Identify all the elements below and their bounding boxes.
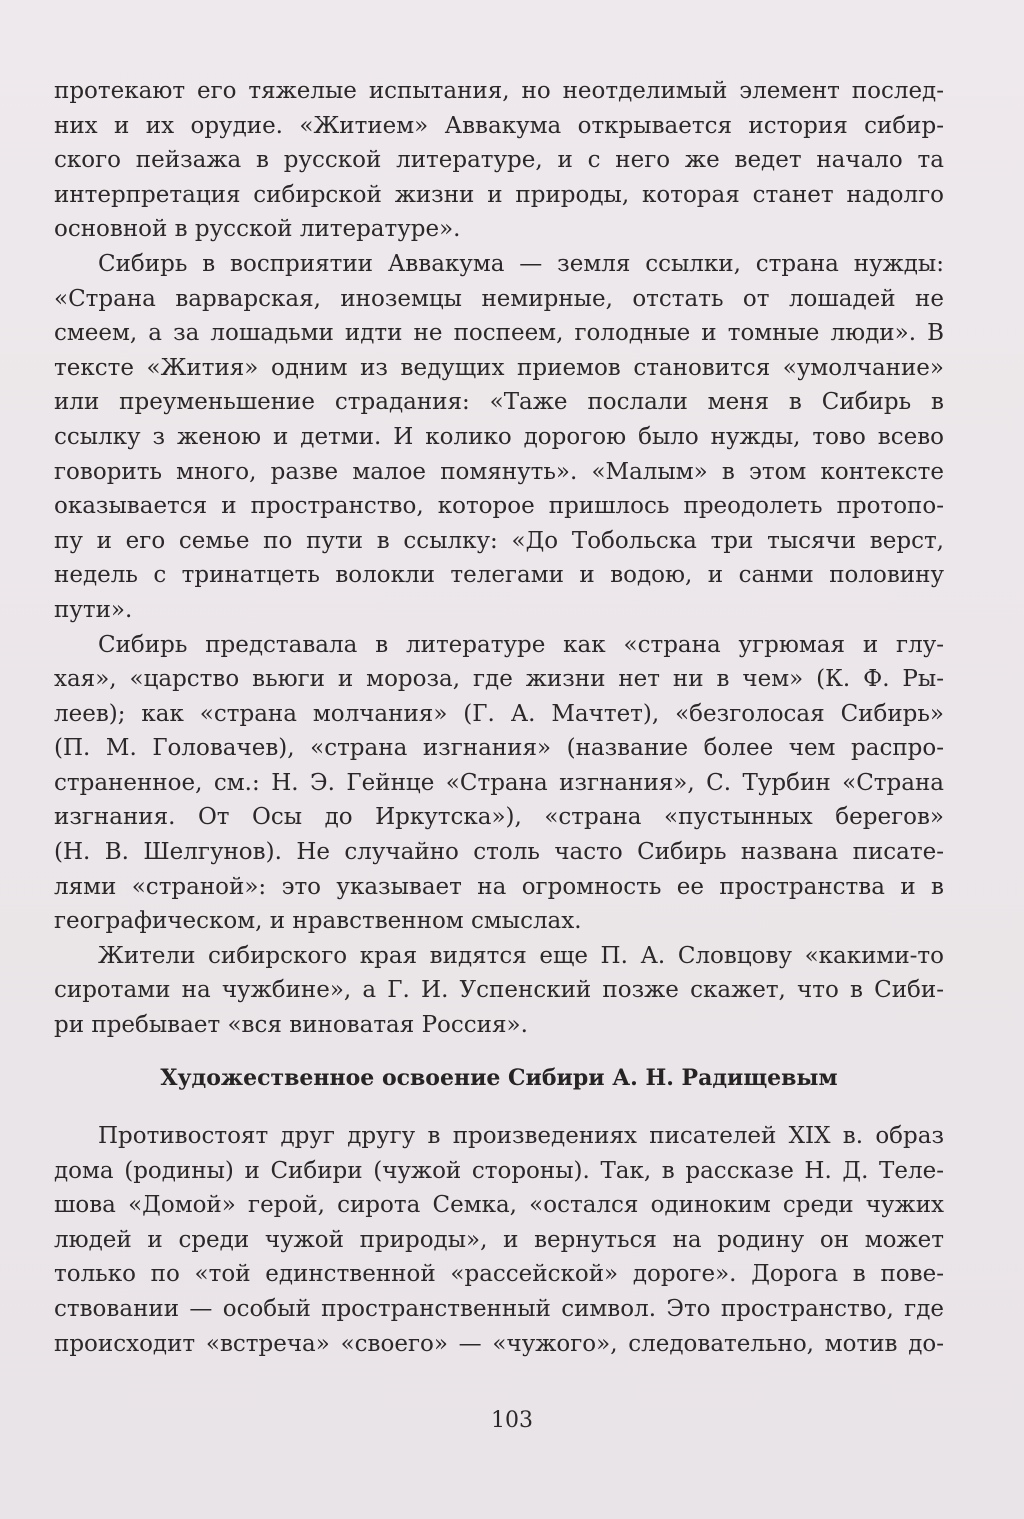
text-line: только по «той единственной «рассейской» дороге». Дорога в пове- [54,1261,944,1288]
body-text-top [54,74,944,1043]
text-line: или преуменьшение страдания: «Таже послали меня в Сибирь в [54,389,944,416]
text-line: изгнания. От Осы до Иркутска»), «страна «пустынных берегов» [54,804,944,831]
text-line: тексте «Жития» одним из ведущих приемов становится «умолчание» [54,354,944,381]
text-line: ского пейзажа в русской литературе, и с него же ведет начало та [54,147,944,174]
text-line: Сибирь в восприятии Аввакума — земля ссылки, страна нужды: [98,250,944,277]
body-text-bottom [54,1119,944,1361]
text-line: Противостоят друг другу в произведениях писателей XIX в. образ [98,1123,944,1149]
text-line: леев); как «страна молчания» (Г. А. Мачтет), «безголосая Сибирь» [54,700,944,727]
text-line: людей и среди чужой природы», и вернуться на родину он может [54,1226,944,1253]
text-line: ссылку з женою и детми. И колико дорогою было нужды, тово всево [54,423,944,450]
text-line: географическом, и нравственном смыслах. [54,908,582,935]
text-line: смеем, а за лошадьми идти не поспеем, голодные и томные люди». В [54,320,944,347]
page-number: 103 [491,1408,533,1433]
text-line: (П. М. Головачев), «страна изгнания» (название более чем распро- [54,735,944,762]
text-line: лями «страной»: это указывает на огромность ее пространства и в [54,873,944,900]
text-line: пу и его семье по пути в ссылку: «До Тобольска три тысячи верст, [54,527,944,554]
text-line: сиротами на чужбине», а Г. И. Успенский позже скажет, что в Сиби- [54,977,944,1004]
section-heading: Художественное освоение Сибири А. Н. Радищевым [160,1065,838,1091]
text-line: недель с тринатцеть волокли телегами и водою, и санми половину [54,562,944,589]
text-line: протекают его тяжелые испытания, но неотделимый элемент послед- [54,78,944,104]
text-line: ри пребывает «вся виноватая Россия». [54,1012,528,1039]
text-line: страненное, см.: Н. Э. Гейнце «Страна изгнания», С. Турбин «Страна [54,769,944,796]
text-line: говорить много, разве малое помянуть». «Малым» в этом контексте [54,458,944,485]
text-line: интерпретация сибирской жизни и природы, которая станет надолго [54,181,944,208]
text-line: «Страна варварская, иноземцы немирные, отстать от лошадей не [54,285,944,312]
text-line: шова «Домой» герой, сирота Семка, «остался одиноким среди чужих [54,1192,944,1219]
text-line: (Н. В. Шелгунов). Не случайно столь часто Сибирь названа писате- [54,839,944,866]
text-line: оказывается и пространство, которое пришлось преодолеть протопо- [54,493,944,520]
text-line: Сибирь представала в литературе как «страна угрюмая и глу- [98,631,944,658]
text-line: дома (родины) и Сибири (чужой стороны). Так, в рассказе Н. Д. Теле- [54,1157,944,1184]
text-line: ствовании — особый пространственный символ. Это пространство, где [54,1295,944,1322]
text-line: основной в русской литературе». [54,216,461,243]
text-line: них и их орудие. «Житием» Аввакума открывается история сибир- [54,112,944,139]
text-line: пути». [54,596,133,623]
text-line: происходит «встреча» «своего» — «чужого», следовательно, мотив до- [54,1330,944,1357]
text-line: Жители сибирского края видятся еще П. А. Словцову «какими-то [98,942,944,969]
text-line: хая», «царство вьюги и мороза, где жизни нет ни в чем» (К. Ф. Ры- [54,666,944,693]
